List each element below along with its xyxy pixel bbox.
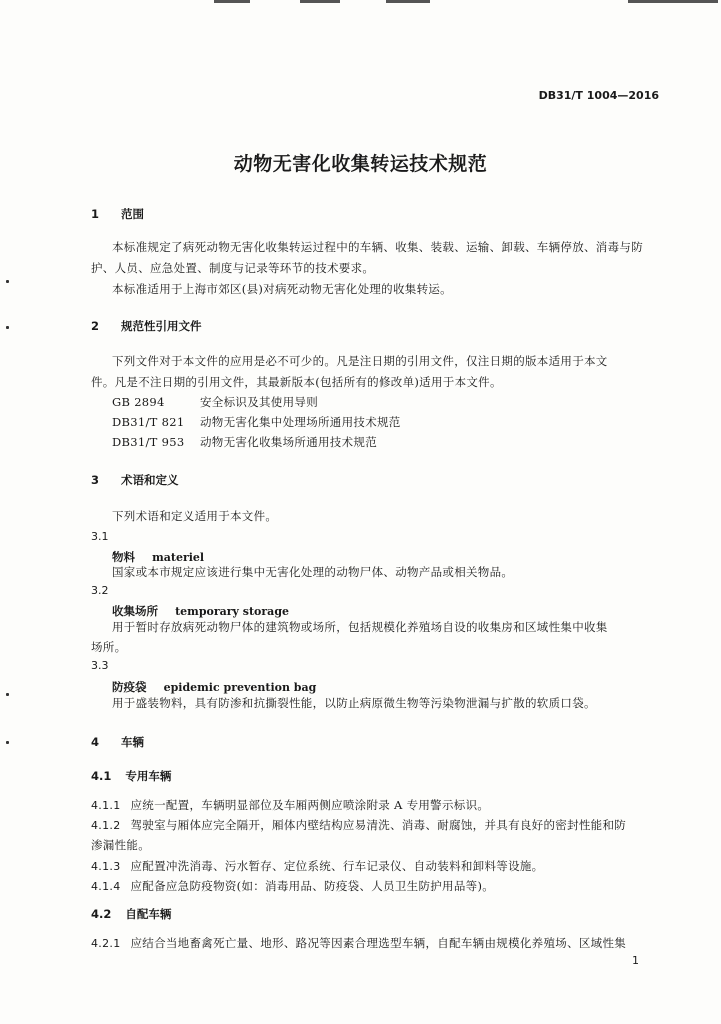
clause-number: 4.1.1: [91, 799, 121, 812]
section-number: 1: [91, 207, 100, 221]
term-definition: 国家或本市规定应该进行集中无害化处理的动物尸体、动物产品或相关物品。: [112, 565, 514, 579]
term-zh: 防疫袋: [112, 680, 147, 694]
reference-code: GB 2894: [112, 395, 165, 409]
page-title: 动物无害化收集转运技术规范: [233, 153, 488, 175]
scan-artifact: [300, 0, 340, 3]
term-number: 3.3: [91, 659, 109, 672]
scan-artifact: [628, 0, 718, 3]
term-definition: 用于盛装物料，具有防渗和抗撕裂性能，以防止病原微生物等污染物泄漏与扩散的软质口袋。: [112, 696, 596, 710]
subsection-number: 4.1: [91, 769, 112, 783]
reference-item: [112, 432, 377, 453]
section-title: 术语和定义: [121, 473, 179, 487]
clause-item: [91, 856, 543, 877]
paragraph: 件。凡是不注日期的引用文件，其最新版本(包括所有的修改单)适用于本文件。: [91, 375, 502, 389]
section-1-heading: [91, 206, 144, 222]
page-number: 1: [632, 954, 639, 967]
section-title: 范围: [121, 207, 145, 221]
reference-name: 动物无害化收集场所通用技术规范: [200, 435, 377, 449]
paragraph: 本标准适用于上海市郊区(县)对病死动物无害化处理的收集转运。: [112, 282, 452, 296]
section-number: 3: [91, 473, 100, 487]
paragraph: 下列文件对于本文件的应用是必不可少的。凡是注日期的引用文件，仅注日期的版本适用于本文: [112, 354, 608, 368]
standard-code: DB31/T 1004—2016: [538, 89, 659, 102]
section-4-heading: [91, 734, 144, 750]
clause-text: 应统一配置，车辆明显部位及车厢两侧应喷涂附录 A 专用警示标识。: [130, 798, 490, 812]
scan-artifact: [6, 280, 9, 283]
term-definition: 用于暂时存放病死动物尸体的建筑物或场所，包括规模化养殖场自设的收集房和区域性集中收集: [112, 620, 608, 634]
clause-text: 应结合当地畜禽死亡量、地形、路况等因素合理选型车辆，自配车辆由规模化养殖场、区域性集: [130, 936, 627, 950]
clause-text: 应配备应急防疫物资(如：消毒用品、防疫袋、人员卫生防护用品等)。: [130, 879, 495, 893]
clause-item: [91, 876, 494, 897]
subsection-number: 4.2: [91, 907, 112, 921]
term-definition: 场所。: [91, 640, 127, 654]
scan-artifact: [6, 326, 9, 329]
paragraph: 下列术语和定义适用于本文件。: [112, 509, 278, 523]
section-number: 2: [91, 319, 100, 333]
scan-artifact: [6, 741, 9, 744]
clause-text: 应配置冲洗消毒、污水暂存、定位系统、行车记录仪、自动装料和卸料等设施。: [130, 859, 544, 873]
term-zh: 收集场所: [112, 604, 158, 618]
clause-item: [91, 933, 626, 954]
reference-code: DB31/T 953: [112, 435, 185, 449]
paragraph: 本标准规定了病死动物无害化收集转运过程中的车辆、收集、装载、运输、卸载、车辆停放、消毒与防: [112, 240, 643, 254]
subsection-4-2-heading: [91, 906, 171, 922]
reference-item: [112, 392, 318, 413]
scan-artifact: [6, 693, 9, 696]
term-en: materiel: [152, 551, 205, 564]
subsection-4-1-heading: [91, 768, 171, 784]
reference-name: 安全标识及其使用导则: [200, 395, 318, 409]
section-3-heading: [91, 472, 179, 488]
paragraph: 护、人员、应急处置、制度与记录等环节的技术要求。: [91, 261, 375, 275]
clause-number: 4.2.1: [91, 937, 121, 950]
section-2-heading: [91, 318, 202, 334]
clause-item: [91, 795, 489, 816]
term-number: 3.1: [91, 530, 109, 543]
term-number: 3.2: [91, 584, 109, 597]
subsection-title: 自配车辆: [125, 907, 172, 921]
term-en: epidemic prevention bag: [163, 681, 317, 694]
term-zh: 物料: [112, 550, 135, 564]
clause-number: 4.1.4: [91, 880, 121, 893]
section-title: 规范性引用文件: [121, 319, 202, 333]
reference-item: [112, 412, 401, 433]
term-en: temporary storage: [175, 605, 290, 618]
clause-text: 驾驶室与厢体应完全隔开，厢体内壁结构应易清洗、消毒、耐腐蚀，并具有良好的密封性能和防: [130, 818, 627, 832]
scan-artifact: [214, 0, 250, 3]
clause-number: 4.1.3: [91, 860, 121, 873]
section-number: 4: [91, 735, 100, 749]
reference-code: DB31/T 821: [112, 415, 185, 429]
clause-number: 4.1.2: [91, 819, 121, 832]
subsection-title: 专用车辆: [125, 769, 172, 783]
section-title: 车辆: [121, 735, 145, 749]
reference-name: 动物无害化集中处理场所通用技术规范: [200, 415, 401, 429]
scan-artifact: [386, 0, 430, 3]
clause-text-continued: 渗漏性能。: [91, 838, 150, 852]
clause-item: [91, 815, 626, 836]
